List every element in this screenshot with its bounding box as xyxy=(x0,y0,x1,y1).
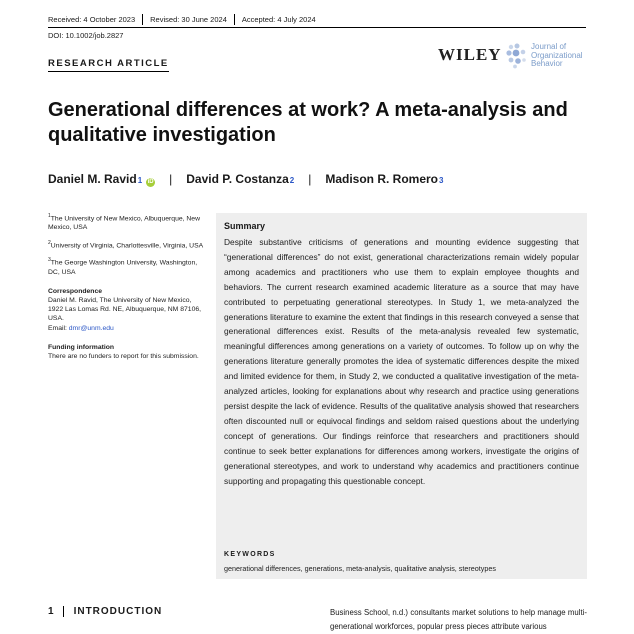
affiliation-text: University of Virginia, Charlottesville, Virginia, USA xyxy=(50,241,204,249)
intro-heading xyxy=(48,606,162,617)
header-rule xyxy=(48,27,586,28)
correspondence-heading: Correspondence xyxy=(48,287,103,295)
revised-date: Revised: 30 June 2024 xyxy=(150,15,227,24)
affiliation-text: The University of New Mexico, Albuquerque, New Mexico, USA xyxy=(48,215,201,232)
funding xyxy=(48,343,208,361)
article-title: Generational differences at work? A meta-analysis and qualitative investigation xyxy=(48,99,568,146)
email-link[interactable]: dmr@unm.edu xyxy=(68,324,114,332)
funding-heading: Funding information xyxy=(48,343,115,351)
affiliation xyxy=(48,239,208,250)
affiliation-number: 1 xyxy=(48,213,51,219)
journal-logo[interactable] xyxy=(505,43,583,69)
email-label: Email: xyxy=(48,324,69,332)
section-number: 1 xyxy=(48,606,55,617)
summary-heading: Summary xyxy=(224,221,266,231)
affiliation-ref[interactable]: 3 xyxy=(439,176,444,185)
divider xyxy=(142,14,143,25)
publisher-logo[interactable]: WILEY xyxy=(438,45,502,64)
divider xyxy=(234,14,235,25)
author-name[interactable]: Daniel M. Ravid xyxy=(48,172,137,186)
orcid-icon[interactable]: iD xyxy=(147,179,154,185)
funding-text: There are no funders to report for this submission. xyxy=(48,353,199,361)
section-title: INTRODUCTION xyxy=(73,606,163,617)
received-date: Received: 4 October 2023 xyxy=(48,15,136,24)
affiliation xyxy=(48,256,208,277)
correspondence xyxy=(48,287,208,333)
journal-dots-icon xyxy=(505,43,527,69)
author-separator: | xyxy=(308,172,312,186)
doi[interactable]: DOI: 10.1002/job.2827 xyxy=(48,31,124,40)
journal-line: Journal of xyxy=(531,42,567,51)
keywords-heading: KEYWORDS xyxy=(224,551,276,558)
journal-line: Organizational xyxy=(531,50,583,60)
author-name[interactable]: David P. Costanza xyxy=(186,172,289,186)
divider xyxy=(63,606,64,617)
author-separator: | xyxy=(169,172,173,186)
affiliation-number: 3 xyxy=(48,257,51,264)
summary-text: Despite substantive criticisms of generations and mounting evidence suggesting that “generational differences” do not exist, generational characterizations remain widely popular among academics and practitioners who use them to explain employee thoughts and behaviors. The current research examined academic literature as a source that may have contributed to perpetuating generational stereotypes. In Study 1, we meta-analyzed the generations literature to examine the extent that findings in this research conveyed a sense that generational differences exist. Results of the meta-analysis revealed few systematic, meaningful differences among generations on a variety of outcomes. To follow up on why the generations literature generally promotes the idea of systematic differences despite the mixed and limited evidence for them, in Study 2, we conducted a qualitative investigation of the meta-analyzed articles, looking for explanations about why research and practice using generations persist despite the lack of evidence. Results of the qualitative analysis showed that researchers often discounted null or equivocal findings and seldom raised questions about the underlying concept of generations. Our findings reinforce that researchers and practitioners should continue to seek better explanations for differences among workers, investigate the origins of generational stereotypes, and work to understand why academics and practitioners continue supporting and propagating this questionable concept. xyxy=(224,237,579,486)
sidebar xyxy=(48,212,208,367)
affiliation-number: 2 xyxy=(48,239,51,246)
intro-text: Business School, n.d.) consultants market solutions to help manage multi-generational workforces, popular press pieces attribute various xyxy=(330,608,587,631)
author-name[interactable]: Madison R. Romero xyxy=(325,172,439,186)
summary-box xyxy=(216,213,587,579)
accepted-date: Accepted: 4 July 2024 xyxy=(241,15,316,24)
affiliation-text: The George Washington University, Washington, DC, USA xyxy=(48,259,198,276)
journal-line: Behavior xyxy=(531,59,563,68)
section-label: RESEARCH ARTICLE xyxy=(48,58,169,72)
dates-line xyxy=(48,14,316,25)
affiliation-ref[interactable]: 1 xyxy=(137,176,143,185)
affiliation-ref[interactable]: 2 xyxy=(289,176,295,185)
keywords: generational differences, generations, meta-analysis, qualitative analysis, stereotypes xyxy=(224,564,496,573)
correspondence-text: Daniel M. Ravid, The University of New Mexico, 1922 Las Lomas Rd. NE, Albuquerque, NM 87106, USA. xyxy=(48,297,202,323)
author-list xyxy=(48,172,443,187)
affiliation xyxy=(48,212,208,233)
